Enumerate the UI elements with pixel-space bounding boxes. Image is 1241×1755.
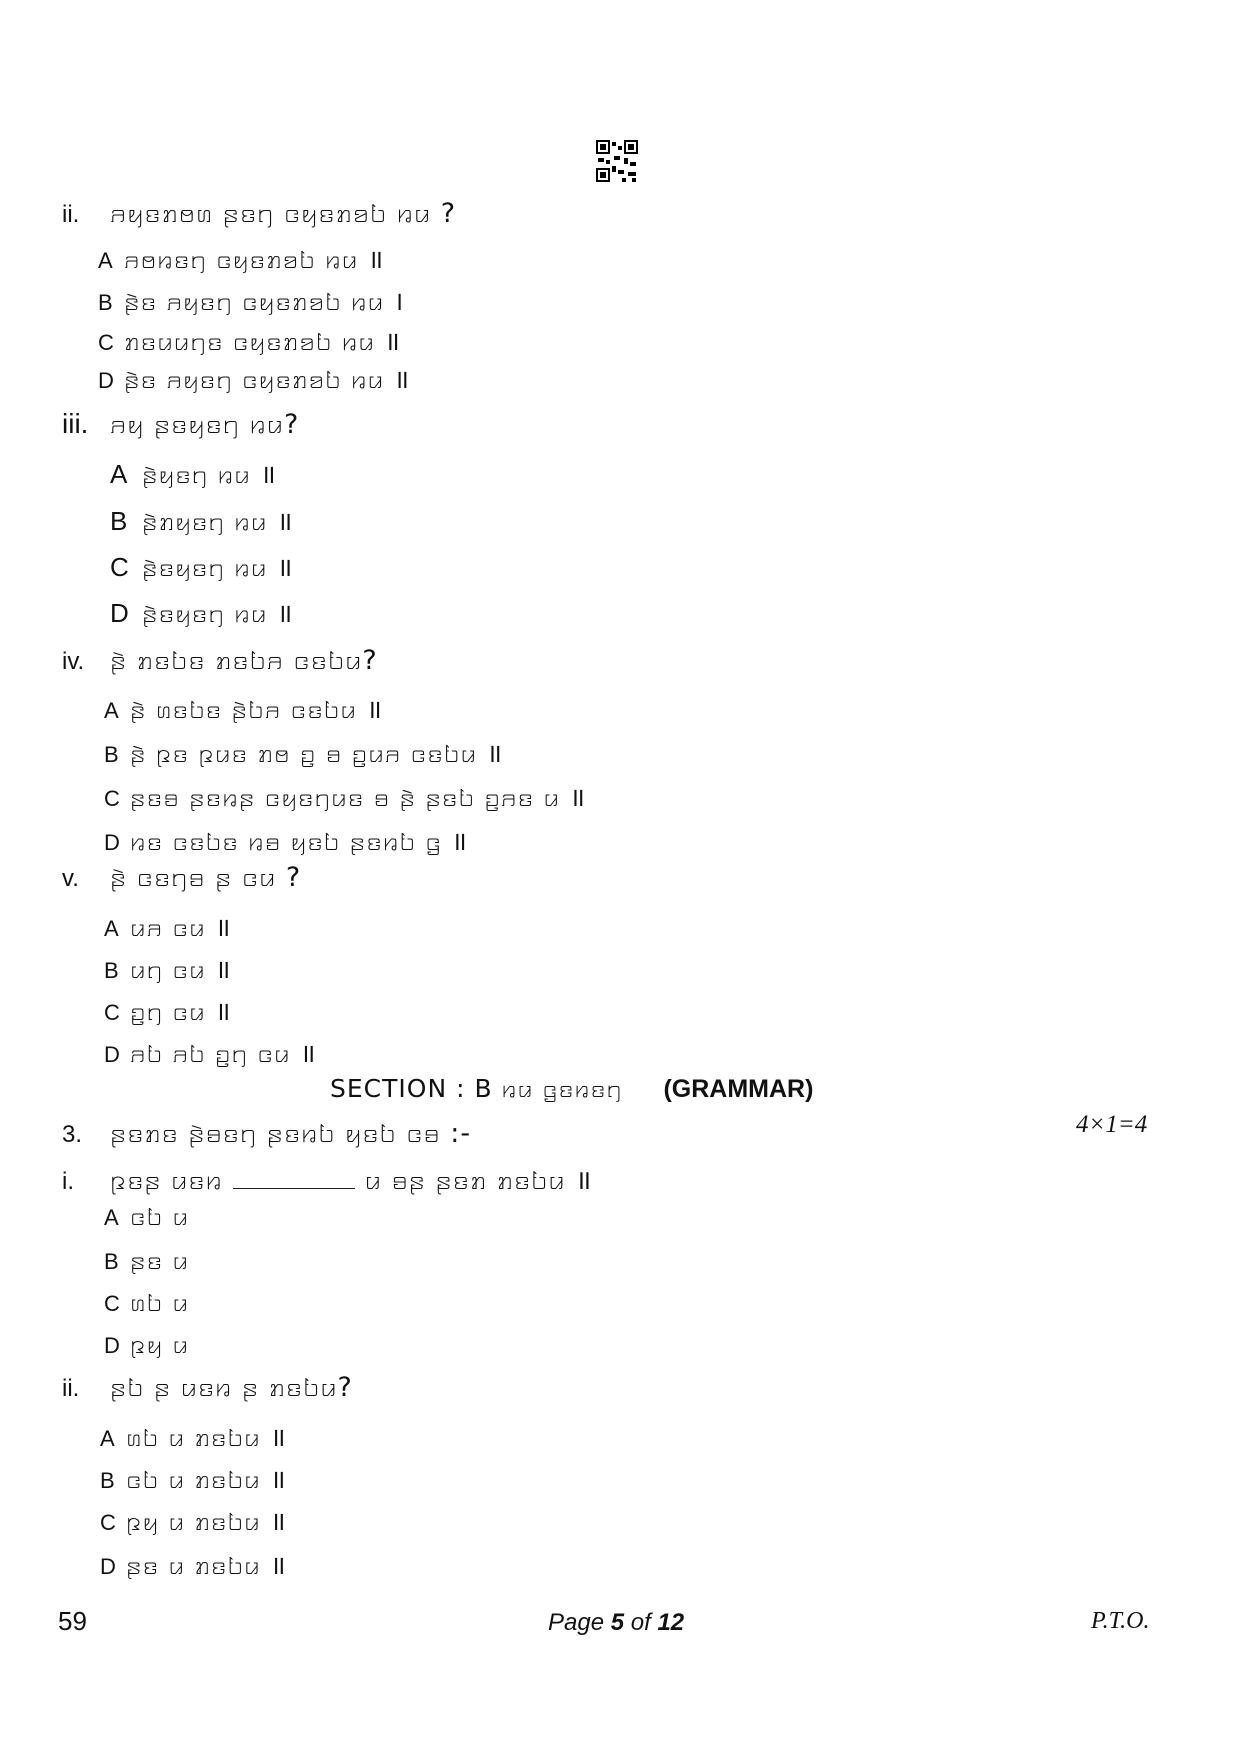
- option-letter: B: [104, 1249, 119, 1274]
- option-text: ꤔꤧ ꤐꤢ ꤐꤣꤢ ꤊꤥ ꤑ ꤋ ꤑꤣꤏ ꤍꤢꤝꤣ ॥: [130, 739, 503, 769]
- option-text: ꤣꤚ ꤍꤣ ॥: [130, 955, 232, 985]
- option-letter: C: [110, 552, 129, 582]
- option-letter: B: [104, 958, 119, 983]
- section-label: SECTION : B ꤙꤣ ꤞꤢꤙꤢꤚ: [330, 1074, 623, 1103]
- option-a: [104, 690, 383, 726]
- question-number: iii.: [62, 408, 89, 439]
- question-text: ꤏꤟ ꤔꤢꤟꤢꤚ ꤙꤣ?: [110, 409, 300, 440]
- option-letter: A: [98, 248, 113, 273]
- option-letter: A: [110, 459, 128, 489]
- option-letter: A: [104, 1205, 119, 1230]
- option-text: ꤔꤢꤋ ꤔꤢꤙꤔ ꤍꤟꤢꤚꤣꤢ ꤋ ꤔꤧ ꤔꤢꤝ ꤑꤏꤢ ꤣ ॥: [130, 783, 586, 813]
- option-text: ꤔꤢ ꤣ: [130, 1246, 190, 1276]
- option-text: ꤏꤥꤙꤢꤚ ꤍꤟꤢꤊꤤꤝ ꤙꤣ ॥: [124, 245, 385, 275]
- option-letter: C: [104, 1000, 120, 1025]
- option-b: [98, 282, 404, 318]
- option-letter: B: [104, 742, 119, 767]
- option-letter: D: [104, 1042, 120, 1067]
- question-3: [62, 1118, 471, 1149]
- question-number: v.: [62, 865, 79, 892]
- option-d: [104, 1034, 316, 1070]
- question-3-i: [62, 1160, 592, 1197]
- page-prefix: Page: [548, 1609, 611, 1636]
- question-v: [62, 862, 301, 893]
- option-d: [104, 822, 468, 858]
- option-b: [104, 1246, 189, 1276]
- pto-label: P.T.O.: [1091, 1608, 1150, 1634]
- option-text: ꤐꤟ ꤣ ꤊꤢꤝꤣ ॥: [126, 1507, 287, 1537]
- option-text: ꤐꤟ ꤣ: [130, 1330, 190, 1360]
- option-a: [100, 1418, 287, 1454]
- question-text: ꤔꤝ ꤔ ꤣꤢꤙ ꤔ ꤊꤢꤝꤣ?: [110, 1372, 353, 1403]
- page-number: [548, 1609, 684, 1637]
- question-ii: [62, 198, 456, 229]
- page-total: 12: [657, 1609, 685, 1636]
- option-letter: D: [98, 368, 114, 393]
- option-b: [100, 1460, 287, 1496]
- option-c: [104, 1288, 189, 1318]
- option-a: [110, 455, 277, 491]
- option-letter: B: [110, 506, 128, 536]
- option-letter: D: [104, 1333, 120, 1358]
- option-letter: D: [110, 598, 129, 628]
- option-c: [104, 778, 586, 814]
- option-text: ꤔꤧꤢ ꤏꤟꤢꤚ ꤍꤟꤢꤊꤤꤝ ꤙꤣ ।: [124, 287, 405, 317]
- page-current: 5: [610, 1609, 625, 1636]
- option-text: ꤊꤢꤣꤣꤚꤢ ꤍꤟꤢꤊꤤꤝ ꤙꤣ ॥: [124, 327, 401, 357]
- question-text-after: ꤣ ꤋꤔ ꤔꤢꤊ ꤊꤢꤝꤣ ॥: [364, 1165, 593, 1196]
- option-d: [98, 360, 410, 396]
- option-letter: C: [98, 330, 114, 355]
- option-text: ꤔꤧꤢꤟꤢꤚ ꤙꤣ ॥: [142, 599, 294, 629]
- question-text: ꤔꤢꤊꤢ ꤔꤧꤋꤢꤚ ꤔꤢꤙꤝ ꤟꤢꤝ ꤍꤋ :-: [110, 1118, 472, 1149]
- option-text: ꤔꤧꤟꤢꤚ ꤙꤣ ॥: [142, 460, 277, 490]
- option-letter: A: [104, 698, 119, 723]
- paper-code: 59: [58, 1606, 87, 1636]
- option-b: [110, 502, 293, 538]
- option-a: [104, 908, 232, 944]
- option-text: ꤔꤧꤊꤟꤢꤚ ꤙꤣ ॥: [142, 507, 294, 537]
- option-a: [104, 1202, 189, 1232]
- option-text: ꤔꤧ ꤛꤢꤝꤢ ꤔꤧꤝꤏ ꤍꤢꤝꤣ ॥: [130, 695, 383, 725]
- option-text: ꤍꤝ ꤣ ꤊꤢꤝꤣ ॥: [126, 1465, 287, 1495]
- question-text: ꤔꤧ ꤍꤢꤚꤋ ꤔ ꤍꤣ ?: [110, 862, 302, 893]
- option-letter: C: [104, 1291, 120, 1316]
- question-text-before: ꤐꤢꤔ ꤣꤢꤙ: [110, 1165, 223, 1196]
- option-b: [104, 734, 503, 770]
- option-d: [104, 1330, 189, 1360]
- option-text: ꤣꤏ ꤍꤣ ॥: [130, 913, 232, 943]
- page-mid: of: [624, 1609, 658, 1636]
- question-iv: [62, 645, 378, 676]
- question-number: i.: [62, 1168, 74, 1195]
- fill-in-blank: [233, 1168, 355, 1189]
- option-c: [104, 992, 232, 1028]
- question-number: iv.: [62, 648, 85, 675]
- question-text: ꤏꤟꤢꤊꤥꤛ ꤔꤢꤚ ꤍꤟꤢꤊꤤꤝ ꤙꤣ ?: [110, 198, 457, 229]
- option-text: ꤔꤧꤢ ꤏꤟꤢꤚ ꤍꤟꤢꤊꤤꤝ ꤙꤣ ॥: [124, 365, 411, 395]
- option-text: ꤑꤚ ꤍꤣ ॥: [130, 997, 232, 1027]
- option-letter: D: [104, 830, 120, 855]
- question-number: ii.: [62, 201, 80, 228]
- option-letter: A: [100, 1426, 115, 1451]
- qr-code-icon: [596, 140, 638, 182]
- option-text: ꤙꤢ ꤍꤢꤝꤢ ꤙꤋ ꤟꤢꤝ ꤔꤢꤙꤝ ꤞ ॥: [130, 827, 468, 857]
- option-d: [110, 594, 293, 630]
- option-text: ꤍꤝ ꤣ: [130, 1202, 190, 1232]
- option-c: [100, 1502, 287, 1538]
- option-letter: D: [100, 1554, 116, 1579]
- option-text: ꤏꤝ ꤏꤝ ꤑꤚ ꤍꤣ ॥: [130, 1039, 317, 1069]
- option-letter: C: [104, 786, 120, 811]
- question-text: ꤔꤧ ꤊꤢꤝꤢ ꤊꤢꤝꤏ ꤍꤢꤝꤣ?: [110, 645, 378, 676]
- option-text: ꤔꤢ ꤣ ꤊꤢꤝꤣ ॥: [126, 1551, 287, 1581]
- option-letter: C: [100, 1510, 116, 1535]
- question-iii: [62, 408, 299, 440]
- section-heading: [330, 1074, 813, 1104]
- option-letter: B: [98, 290, 113, 315]
- option-a: [98, 240, 384, 276]
- option-c: [110, 548, 293, 584]
- section-tag: (GRAMMAR): [663, 1075, 814, 1103]
- marks-label: 4×1=4: [1076, 1111, 1148, 1138]
- option-text: ꤔꤧꤢꤟꤢꤚ ꤙꤣ ॥: [142, 553, 294, 583]
- option-text: ꤛꤝ ꤣ ꤊꤢꤝꤣ ॥: [126, 1423, 287, 1453]
- option-d: [100, 1546, 287, 1582]
- option-letter: B: [100, 1468, 115, 1493]
- option-b: [104, 950, 232, 986]
- option-c: [98, 322, 401, 358]
- question-3-ii: [62, 1372, 353, 1403]
- question-number: 3.: [62, 1121, 83, 1148]
- question-number: ii.: [62, 1375, 80, 1402]
- option-letter: A: [104, 916, 119, 941]
- option-text: ꤛꤝ ꤣ: [130, 1288, 190, 1318]
